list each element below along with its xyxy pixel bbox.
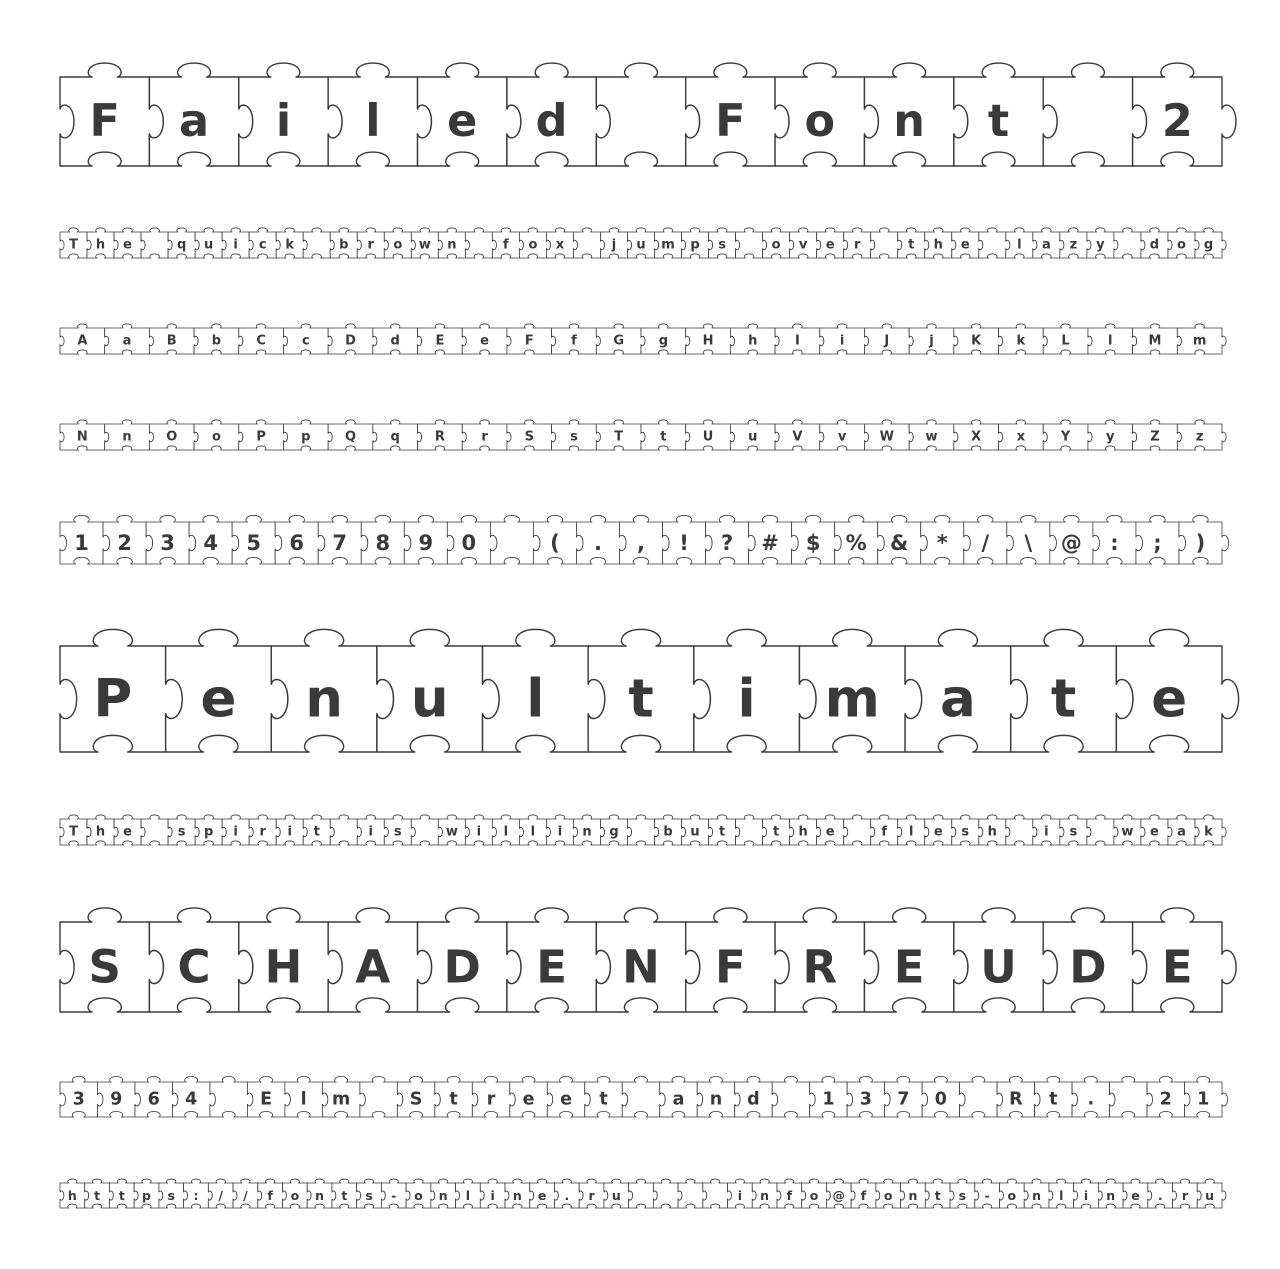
puzzle-glyph: e [825, 237, 835, 253]
puzzle-glyph: B [166, 333, 177, 349]
row-word-schadenfreude [60, 908, 1236, 1012]
puzzle-glyph: i [490, 1188, 495, 1203]
puzzle-glyph: n [122, 429, 132, 445]
puzzle-glyph: . [564, 1188, 570, 1203]
puzzle-glyph: E [435, 333, 445, 349]
puzzle-glyph: s [718, 237, 726, 253]
puzzle-glyph: f [881, 824, 888, 840]
puzzle-glyph: p [142, 1188, 152, 1203]
puzzle-glyph: D [345, 333, 356, 349]
puzzle-glyph: e [1151, 668, 1188, 730]
row-word-penultimate [60, 629, 1239, 752]
puzzle-glyph: P [256, 429, 266, 445]
puzzle-glyph: x [555, 237, 565, 253]
puzzle-piece [1087, 815, 1118, 845]
puzzle-glyph: \ [1024, 531, 1033, 555]
puzzle-glyph: i [275, 96, 292, 147]
puzzle-glyph: t [718, 824, 726, 840]
puzzle-glyph: n [305, 668, 343, 730]
puzzle-glyph: r [486, 1089, 496, 1110]
puzzle-glyph: f [503, 237, 509, 253]
puzzle-glyph: N [76, 429, 88, 445]
puzzle-glyph: e [447, 96, 478, 147]
puzzle-glyph: h [95, 237, 106, 253]
puzzle-glyph: Q [344, 429, 357, 445]
puzzle-glyph: T [614, 429, 624, 445]
puzzle-glyph: , [637, 531, 645, 555]
puzzle-glyph: 3 [160, 531, 175, 555]
puzzle-glyph: i [287, 824, 292, 840]
puzzle-glyph: A [77, 333, 88, 349]
puzzle-glyph: g [1203, 237, 1214, 253]
puzzle-glyph: 6 [289, 531, 305, 555]
puzzle-glyph: U [980, 940, 1017, 994]
puzzle-piece [303, 228, 334, 258]
puzzle-glyph: l [503, 824, 509, 840]
puzzle-glyph: E [1161, 940, 1193, 994]
puzzle-glyph: e [1131, 1188, 1140, 1203]
puzzle-glyph: O [166, 429, 178, 445]
puzzle-glyph: b [339, 237, 349, 253]
puzzle-glyph: E [260, 1089, 273, 1110]
puzzle-glyph: 4 [185, 1089, 198, 1110]
puzzle-glyph: e [960, 237, 970, 253]
puzzle-glyph: 5 [246, 531, 261, 555]
puzzle-piece [960, 1077, 1003, 1117]
puzzle-piece [622, 1077, 665, 1117]
puzzle-glyph: l [1059, 1188, 1064, 1203]
puzzle-glyph: X [971, 429, 982, 445]
puzzle-glyph: . [593, 531, 602, 555]
puzzle-glyph: S [88, 940, 121, 994]
puzzle-glyph: D [1069, 940, 1107, 994]
puzzle-glyph: u [611, 1188, 621, 1203]
puzzle-piece [1114, 228, 1145, 258]
puzzle-glyph: o [809, 1188, 819, 1203]
puzzle-glyph: i [476, 824, 482, 840]
puzzle-glyph: l [1108, 333, 1113, 349]
row-phrase-spirit [60, 815, 1226, 845]
puzzle-glyph: s [365, 1188, 373, 1203]
puzzle-glyph: s [958, 1188, 967, 1203]
puzzle-glyph: e [825, 824, 835, 840]
puzzle-glyph: 7 [332, 531, 348, 555]
puzzle-glyph: j [611, 237, 617, 253]
puzzle-glyph: / [243, 1188, 248, 1203]
puzzle-glyph: t [313, 824, 320, 840]
puzzle-glyph: ; [1153, 531, 1162, 555]
puzzle-glyph: m [824, 668, 880, 730]
puzzle-glyph: f [786, 1188, 793, 1203]
puzzle-glyph: Z [1150, 429, 1160, 445]
puzzle-glyph: 3 [72, 1089, 85, 1110]
puzzle-glyph: E [536, 940, 567, 994]
puzzle-glyph: t [118, 1188, 125, 1203]
puzzle-piece [1043, 63, 1146, 166]
puzzle-glyph: h [933, 237, 943, 253]
puzzle-piece [360, 1077, 403, 1117]
puzzle-glyph: s [961, 824, 970, 840]
puzzle-glyph: b [211, 333, 222, 349]
puzzle-glyph: n [582, 824, 592, 840]
puzzle-glyph: d [535, 96, 568, 147]
puzzle-glyph: n [512, 1188, 522, 1203]
puzzle-glyph: 6 [147, 1089, 160, 1110]
row-alphabet-n-z [60, 420, 1226, 450]
puzzle-glyph: o [290, 1188, 300, 1203]
puzzle-piece [490, 515, 540, 564]
puzzle-glyph: c [258, 237, 267, 253]
puzzle-glyph: t [341, 1188, 348, 1203]
puzzle-glyph: x [1016, 429, 1026, 445]
puzzle-glyph: n [893, 96, 925, 147]
puzzle-glyph: f [571, 333, 577, 349]
puzzle-glyph: t [987, 96, 1010, 147]
puzzle-glyph: d [1149, 237, 1160, 253]
puzzle-glyph: m [1192, 333, 1207, 349]
puzzle-glyph: 9 [418, 531, 434, 555]
puzzle-piece [141, 228, 172, 258]
puzzle-glyph: ? [720, 531, 734, 555]
puzzle-glyph: e [933, 824, 943, 840]
puzzle-glyph: u [748, 429, 758, 445]
puzzle-piece [871, 228, 902, 258]
puzzle-glyph: P [93, 668, 133, 730]
puzzle-glyph: i [233, 237, 238, 253]
puzzle-glyph: q [176, 237, 187, 253]
puzzle-glyph: 2 [1161, 96, 1193, 147]
puzzle-glyph: t [1050, 668, 1077, 730]
puzzle-glyph: u [1205, 1188, 1215, 1203]
puzzle-glyph: a [940, 668, 976, 730]
puzzle-piece [1006, 815, 1037, 845]
puzzle-glyph: C [256, 333, 266, 349]
puzzle-piece [330, 815, 361, 845]
puzzle-glyph: d [747, 1089, 760, 1110]
puzzle-glyph: 4 [203, 531, 218, 555]
puzzle-glyph: F [715, 940, 746, 994]
puzzle-glyph: m [661, 237, 675, 253]
puzzle-glyph: a [1177, 824, 1186, 840]
puzzle-glyph: l [300, 1089, 307, 1110]
puzzle-glyph: y [1096, 237, 1105, 253]
puzzle-glyph: . [1157, 1188, 1163, 1203]
puzzle-glyph: k [1204, 824, 1213, 840]
puzzle-glyph: - [984, 1188, 990, 1203]
puzzle-glyph: z [1195, 429, 1204, 445]
puzzle-glyph: e [123, 824, 132, 840]
puzzle-glyph: h [67, 1188, 77, 1203]
puzzle-piece [844, 815, 875, 845]
puzzle-glyph: t [934, 1188, 941, 1203]
puzzle-glyph: g [658, 333, 669, 349]
puzzle-glyph: n [447, 237, 457, 253]
puzzle-glyph: 1 [74, 531, 89, 555]
puzzle-glyph: e [1150, 824, 1159, 840]
puzzle-glyph: r [588, 1188, 595, 1203]
puzzle-glyph: q [390, 429, 400, 445]
puzzle-glyph: H [264, 940, 303, 994]
puzzle-glyph: e [560, 1089, 572, 1110]
puzzle-glyph: R [802, 940, 838, 994]
puzzle-glyph: s [1069, 824, 1078, 840]
puzzle-glyph: A [355, 940, 391, 994]
puzzle-glyph: w [445, 824, 458, 840]
puzzle-glyph: o [393, 237, 403, 253]
puzzle-glyph: 0 [934, 1089, 947, 1110]
puzzle-glyph: @ [1060, 531, 1082, 555]
puzzle-glyph: ! [679, 531, 689, 555]
puzzle-glyph: w [418, 237, 431, 253]
puzzle-piece [627, 815, 658, 845]
puzzle-glyph: d [390, 333, 400, 349]
puzzle-piece [573, 228, 604, 258]
puzzle-glyph: H [702, 333, 714, 349]
puzzle-piece [736, 815, 767, 845]
puzzle-glyph: ( [550, 531, 560, 555]
puzzle-glyph: e [537, 1188, 547, 1203]
puzzle-glyph: L [1061, 333, 1070, 349]
puzzle-glyph: k [1016, 333, 1026, 349]
puzzle-piece [1110, 1077, 1153, 1117]
puzzle-glyph: U [702, 429, 714, 445]
puzzle-glyph: p [301, 429, 311, 445]
puzzle-glyph: . [1087, 1089, 1095, 1110]
puzzle-glyph: ) [1195, 531, 1206, 555]
puzzle-glyph: T [69, 824, 78, 840]
puzzle-glyph: o [1007, 1188, 1017, 1203]
row-digits-symbols [60, 515, 1229, 564]
puzzle-glyph: n [438, 1188, 448, 1203]
puzzle-glyph: i [737, 668, 756, 730]
puzzle-glyph: f [267, 1188, 273, 1203]
row-alphabet-a-m [60, 324, 1226, 354]
puzzle-glyph: 3 [859, 1089, 872, 1110]
puzzle-glyph: s [570, 429, 578, 445]
puzzle-glyph: r [259, 824, 266, 840]
puzzle-glyph: l [365, 96, 381, 147]
puzzle-glyph: K [971, 333, 982, 349]
puzzle-glyph: M [1148, 333, 1162, 349]
puzzle-glyph: 2 [1159, 1089, 1172, 1110]
puzzle-glyph: i [839, 333, 845, 349]
puzzle-glyph: e [123, 237, 132, 253]
puzzle-piece [210, 1077, 253, 1117]
puzzle-glyph: i [1044, 824, 1049, 840]
puzzle-glyph: s [393, 824, 402, 840]
puzzle-glyph: i [233, 824, 238, 840]
puzzle-glyph: : [193, 1188, 199, 1203]
puzzle-glyph: t [660, 429, 667, 445]
puzzle-piece [979, 228, 1010, 258]
puzzle-glyph: h [987, 824, 997, 840]
puzzle-glyph: n [1106, 1188, 1116, 1203]
puzzle-glyph: l [1017, 237, 1022, 253]
puzzle-piece [596, 63, 699, 166]
puzzle-glyph: w [925, 429, 938, 445]
puzzle-glyph: F [715, 96, 746, 147]
puzzle-glyph: u [636, 237, 646, 253]
puzzle-glyph: V [792, 429, 803, 445]
puzzle-piece [411, 815, 442, 845]
puzzle-glyph: t [773, 824, 780, 840]
puzzle-glyph: Y [1060, 429, 1071, 445]
puzzle-glyph: E [893, 940, 925, 994]
puzzle-glyph: o [804, 96, 836, 147]
puzzle-glyph: 0 [461, 531, 477, 555]
puzzle-glyph: t [94, 1188, 101, 1203]
puzzle-glyph: * [936, 531, 948, 555]
puzzle-glyph: / [218, 1188, 223, 1203]
puzzle-glyph: R [1009, 1089, 1023, 1110]
puzzle-glyph: o [1176, 237, 1186, 253]
puzzle-glyph: o [528, 237, 538, 253]
puzzle-glyph: y [1106, 429, 1115, 445]
puzzle-glyph: o [211, 429, 221, 445]
puzzle-glyph: r [853, 237, 861, 253]
puzzle-piece [772, 1077, 815, 1117]
puzzle-glyph: & [890, 531, 909, 555]
puzzle-glyph: g [609, 824, 619, 840]
puzzle-glyph: v [837, 429, 847, 445]
puzzle-glyph: c [301, 333, 310, 349]
puzzle-glyph: 7 [897, 1089, 910, 1110]
puzzle-glyph: W [879, 429, 894, 445]
puzzle-glyph: i [1083, 1188, 1089, 1203]
puzzle-glyph: i [557, 824, 563, 840]
puzzle-glyph: w [1121, 824, 1134, 840]
puzzle-glyph: F [524, 333, 534, 349]
puzzle-glyph: 2 [117, 531, 132, 555]
puzzle-glyph: r [481, 429, 488, 445]
puzzle-glyph: h [95, 824, 106, 840]
puzzle-glyph: 9 [110, 1089, 123, 1110]
puzzle-glyph: h [748, 333, 758, 349]
puzzle-glyph: v [798, 237, 808, 253]
puzzle-glyph: t [628, 668, 654, 730]
puzzle-glyph: # [761, 531, 779, 555]
puzzle-glyph: s [167, 1188, 175, 1203]
puzzle-glyph: u [410, 668, 449, 730]
row-title [60, 63, 1236, 166]
puzzle-glyph: z [1069, 237, 1078, 253]
puzzle-glyph: n [315, 1188, 325, 1203]
puzzle-glyph: j [929, 333, 934, 349]
puzzle-glyph: n [1032, 1188, 1042, 1203]
puzzle-glyph: s [177, 824, 186, 840]
puzzle-glyph: k [285, 237, 295, 253]
puzzle-glyph: l [530, 824, 536, 840]
puzzle-glyph: t [449, 1089, 458, 1110]
puzzle-glyph: o [414, 1188, 423, 1203]
puzzle-glyph: p [690, 237, 700, 253]
puzzle-glyph: n [908, 1188, 918, 1203]
row-urls [60, 1179, 1226, 1208]
puzzle-glyph: C [177, 940, 211, 994]
puzzle-glyph: / [981, 531, 990, 555]
puzzle-glyph: p [203, 824, 214, 840]
puzzle-glyph: G [613, 333, 624, 349]
puzzle-glyph: r [367, 237, 374, 253]
puzzle-glyph: t [1049, 1089, 1058, 1110]
puzzle-glyph: S [409, 1089, 423, 1110]
puzzle-glyph: i [737, 1188, 743, 1203]
puzzle-glyph: a [672, 1089, 685, 1110]
puzzle-glyph: n [709, 1089, 723, 1110]
puzzle-glyph: D [443, 940, 481, 994]
puzzle-glyph: o [771, 237, 781, 253]
puzzle-glyph: a [1041, 237, 1051, 253]
puzzle-glyph: m [332, 1089, 351, 1110]
puzzle-glyph: S [524, 429, 534, 445]
puzzle-glyph: 1 [1197, 1089, 1210, 1110]
puzzle-glyph: u [203, 237, 214, 253]
puzzle-glyph: J [884, 333, 890, 349]
puzzle-glyph: R [434, 429, 445, 445]
puzzle-glyph: N [622, 940, 660, 994]
puzzle-glyph: n [760, 1188, 770, 1203]
puzzle-glyph: a [179, 96, 210, 147]
puzzle-glyph: i [368, 824, 374, 840]
puzzle-glyph: % [845, 531, 867, 555]
puzzle-glyph: f [860, 1188, 867, 1203]
puzzle-glyph: r [1181, 1188, 1189, 1203]
row-pangram [60, 228, 1226, 258]
puzzle-glyph: l [465, 1188, 471, 1203]
puzzle-glyph: u [690, 824, 700, 840]
puzzle-glyph: @ [832, 1188, 846, 1203]
puzzle-piece [141, 815, 172, 845]
puzzle-glyph: a [122, 333, 132, 349]
puzzle-glyph: 1 [822, 1089, 835, 1110]
puzzle-glyph: b [663, 824, 673, 840]
puzzle-piece [465, 228, 496, 258]
puzzle-glyph: : [1110, 531, 1119, 555]
puzzle-glyph: F [89, 96, 120, 147]
puzzle-glyph: I [795, 333, 800, 349]
puzzle-glyph: h [798, 824, 808, 840]
puzzle-glyph: - [391, 1188, 397, 1203]
puzzle-glyph: t [599, 1089, 608, 1110]
puzzle-glyph: o [883, 1188, 893, 1203]
puzzle-glyph: l [526, 668, 545, 730]
puzzle-glyph: $ [805, 531, 821, 555]
puzzle-piece [736, 228, 767, 258]
puzzle-glyph: e [522, 1089, 535, 1110]
puzzle-glyph: t [908, 237, 915, 253]
puzzle-glyph: T [69, 237, 78, 253]
puzzle-glyph: e [480, 333, 489, 349]
puzzle-glyph: 8 [375, 531, 391, 555]
puzzle-glyph: l [908, 824, 914, 840]
puzzle-glyph: e [200, 668, 237, 730]
row-address [60, 1077, 1227, 1117]
